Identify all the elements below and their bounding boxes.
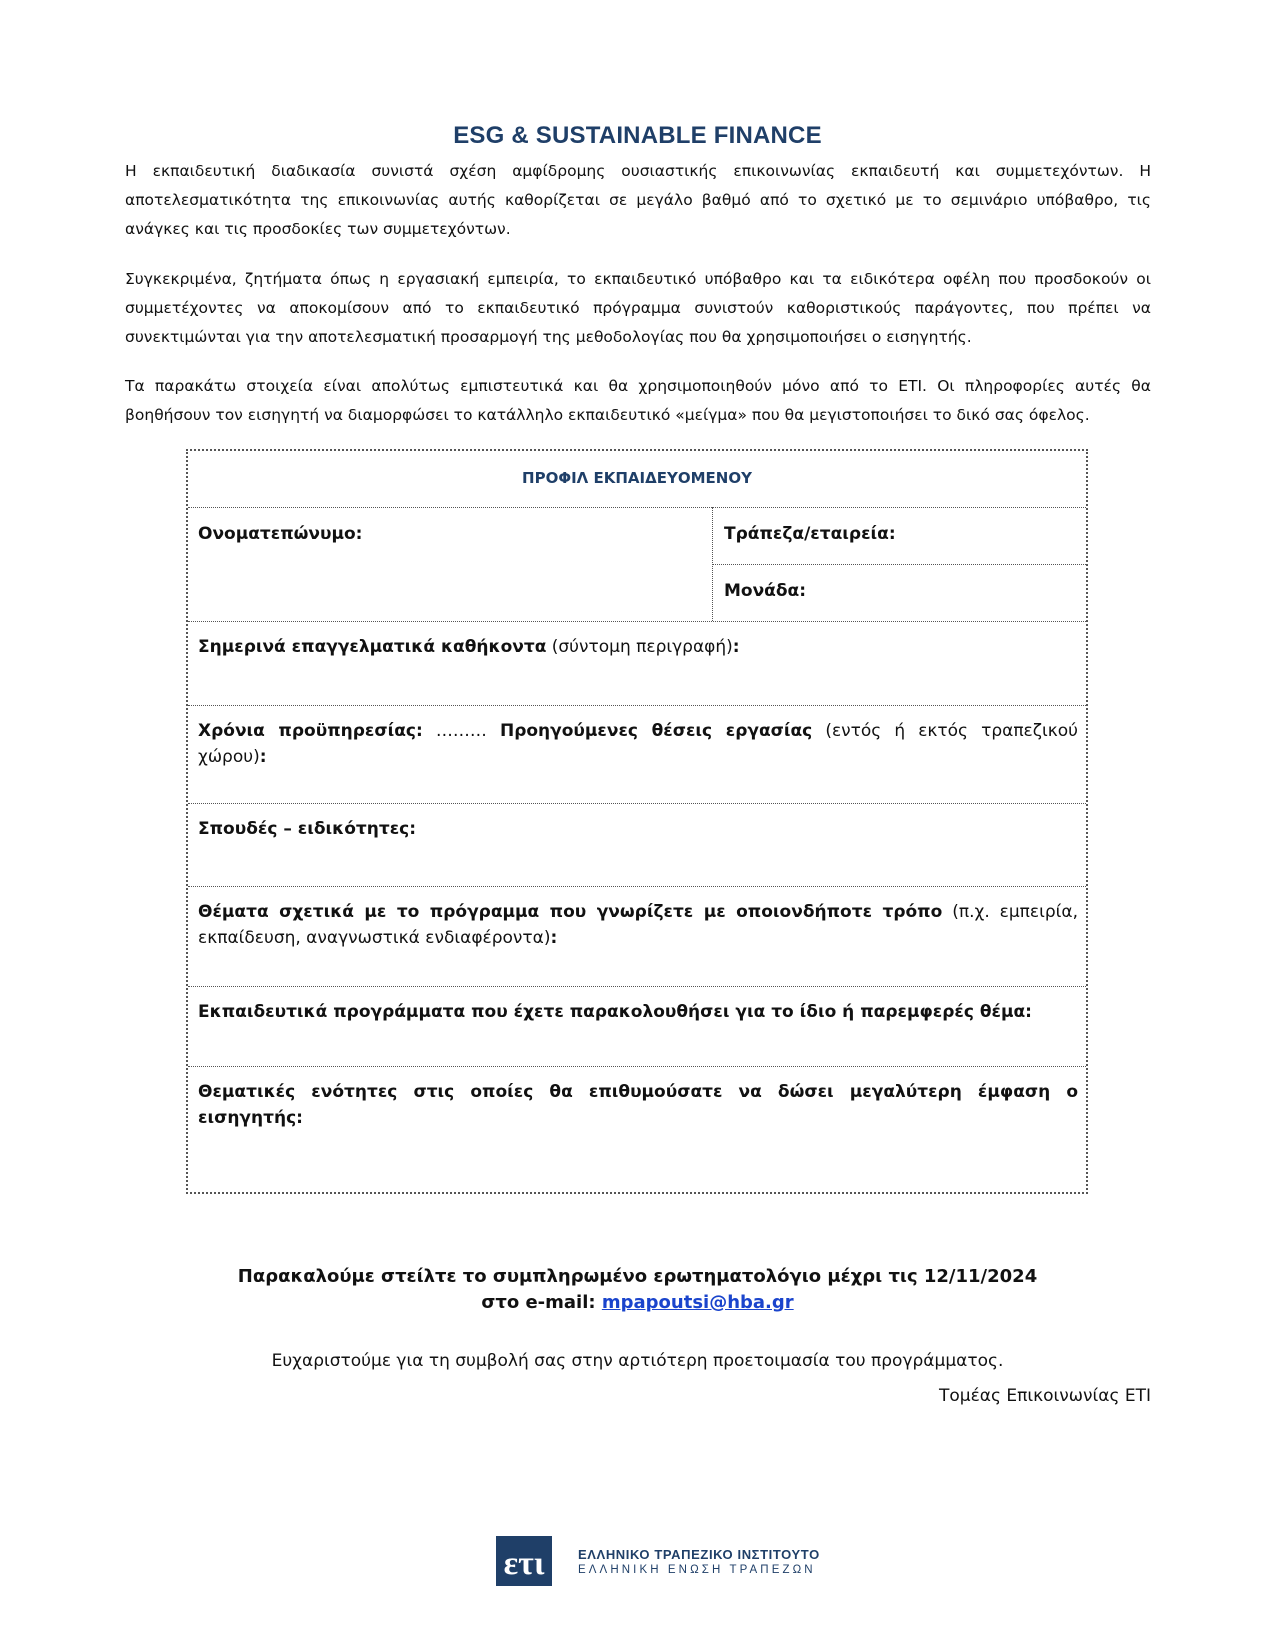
unit-field-label: Μονάδα: bbox=[724, 581, 807, 601]
bank-field-label: Τράπεζα/εταιρεία: bbox=[724, 524, 896, 544]
form-divider bbox=[188, 705, 1086, 706]
eti-logo-mark bbox=[496, 1536, 552, 1586]
years-dots: ……… bbox=[422, 721, 500, 741]
eti-logo-mark-text: ετι bbox=[503, 1545, 545, 1582]
eti-logo-name: ΕΛΛΗΝΙΚΟ ΤΡΑΠΕΖΙΚΟ ΙΝΣΤΙΤΟΥΤΟ bbox=[578, 1547, 820, 1562]
form-divider bbox=[188, 886, 1086, 887]
email-link[interactable]: mpapoutsi@hba.gr bbox=[601, 1292, 794, 1313]
form-column-divider bbox=[712, 507, 713, 621]
programs-attended-field-label: Εκπαιδευτικά προγράμματα που έχετε παρακολουθήσει για το ίδιο ή παρεμφερές θέμα: bbox=[198, 1002, 1032, 1022]
form-divider bbox=[188, 803, 1086, 804]
studies-field-label: Σπουδές – ειδικότητες: bbox=[198, 819, 417, 839]
deadline-note: Παρακαλούμε στείλτε το συμπληρωμένο ερωτηματολόγιο μέχρι τις 12/11/2024 bbox=[237, 1266, 1038, 1287]
email-line bbox=[0, 1292, 1275, 1313]
form-divider bbox=[188, 986, 1086, 987]
form-header: ΠΡΟΦΙΛ ΕΚΠΑΙΔΕΥΟΜΕΝΟΥ bbox=[522, 469, 752, 487]
known-topics-label-bold: Θέματα σχετικά με το πρόγραμμα που γνωρίζετε με οποιονδήποτε τρόπο bbox=[198, 902, 943, 922]
email-prefix: στο e-mail: bbox=[481, 1292, 602, 1313]
experience-field-label bbox=[198, 718, 1078, 770]
eti-logo bbox=[496, 1536, 856, 1588]
known-topics-label-note: (π.χ. εμπειρία, εκπαίδευση, αναγνωστικά ενδιαφέροντα) bbox=[198, 902, 1079, 948]
duties-label-colon: : bbox=[732, 637, 740, 657]
intro-paragraph-1: Η εκπαιδευτική διαδικασία συνιστά σχέση αμφίδρομης ουσιαστικής επικοινωνίας εκπαιδευτή και συμμετεχόντων. Η αποτελεσματικότητα της επικοινωνίας αυτής καθορίζεται σε μεγάλο βαθμό από το σχετικό με το σεμινάριο υπόβαθρο, τις ανάγκες και τις προσδοκίες των συμμετεχόντων. bbox=[125, 162, 1151, 238]
known-topics-label-colon: : bbox=[550, 928, 558, 948]
duties-label-bold: Σημερινά επαγγελματικά καθήκοντα bbox=[198, 637, 547, 657]
intro-paragraph-2: Συγκεκριμένα, ζητήματα όπως η εργασιακή εμπειρία, το εκπαιδευτικό υπόβαθρο και τα ειδικότερα οφέλη που προσδοκούν οι συμμετέχοντες να αποκομίσουν από το εκπαιδευτικό πρόγραμμα συνιστούν καθοριστικούς παράγοντες, που πρέπει να συνεκτιμώνται για την αποτελεσματική προσαρμογή της μεθοδολογίας που θα χρησιμοποιήσει ο εισηγητής. bbox=[125, 270, 1151, 346]
trainee-profile-form bbox=[186, 449, 1088, 1194]
years-label: Χρόνια προϋπηρεσίας: bbox=[198, 721, 423, 741]
thanks-note: Ευχαριστούμε για τη συμβολή σας στην αρτιότερη προετοιμασία του προγράμματος. bbox=[271, 1351, 1004, 1371]
previous-positions-colon: : bbox=[259, 747, 267, 767]
signoff: Τομέας Επικοινωνίας ΕΤΙ bbox=[939, 1386, 1151, 1406]
form-divider bbox=[712, 564, 1086, 565]
form-divider bbox=[188, 1066, 1086, 1067]
form-divider bbox=[188, 621, 1086, 622]
known-topics-field-label bbox=[198, 899, 1078, 951]
duties-field-label bbox=[198, 634, 1078, 660]
form-divider bbox=[188, 507, 1086, 508]
duties-label-note: (σύντομη περιγραφή) bbox=[546, 637, 733, 657]
name-field-label: Ονοματεπώνυμο: bbox=[198, 524, 363, 544]
previous-positions-note: (εντός ή εκτός τραπεζικού χώρου) bbox=[198, 721, 1079, 767]
emphasis-topics-field-label: Θεματικές ενότητες στις οποίες θα επιθυμούσατε να δώσει μεγαλύτερη έμφαση ο εισηγητής: bbox=[198, 1082, 1078, 1128]
document-title: ESG & SUSTAINABLE FINANCE bbox=[453, 122, 822, 149]
intro-paragraph-3: Τα παρακάτω στοιχεία είναι απολύτως εμπιστευτικά και θα χρησιμοποιηθούν μόνο από το ΕΤΙ. Οι πληροφορίες αυτές θα βοηθήσουν τον εισηγητή να διαμορφώσει το κατάλληλο εκπαιδευτικό «μείγμα» που θα μεγιστοποιήσει το δικό σας όφελος. bbox=[125, 377, 1151, 424]
eti-logo-subtitle: ΕΛΛΗΝΙΚΗ ΕΝΩΣΗ ΤΡΑΠΕΖΩΝ bbox=[578, 1564, 816, 1576]
previous-positions-label: Προηγούμενες θέσεις εργασίας bbox=[499, 721, 813, 741]
